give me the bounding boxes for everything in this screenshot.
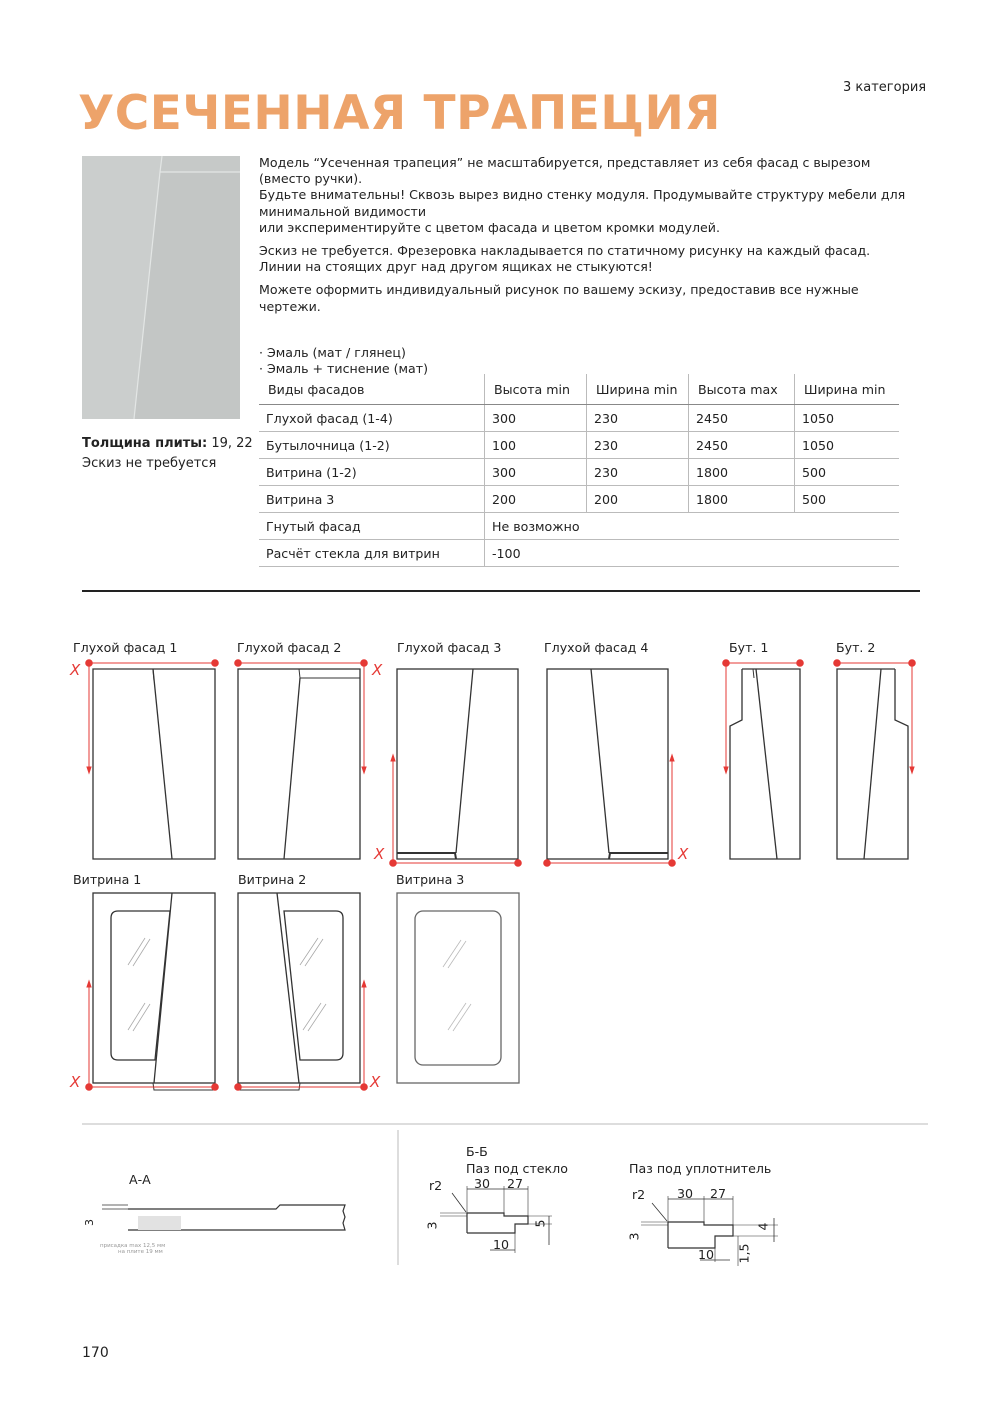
drawing-label-g4: Глухой фасад 4 bbox=[544, 640, 649, 655]
desc-p6: Можете оформить индивидуальный рисунок по вашему эскизу, предоставив все нужные чертежи. bbox=[259, 282, 859, 314]
section-aa-label: А-А bbox=[129, 1172, 151, 1187]
x-mark: X bbox=[70, 661, 81, 679]
page-title: УСЕЧЕННАЯ ТРАПЕЦИЯ bbox=[78, 86, 721, 141]
cell: 1050 bbox=[795, 405, 900, 432]
cell: 500 bbox=[795, 459, 900, 486]
col-header: Ширина min bbox=[795, 374, 900, 405]
sketch-note: Эскиз не требуется bbox=[82, 456, 217, 471]
cell: 1800 bbox=[689, 459, 795, 486]
section-aa bbox=[102, 1205, 345, 1230]
thickness-label: Толщина плиты: bbox=[82, 436, 208, 451]
dim-aa-3: 3 bbox=[83, 1219, 96, 1226]
col-header: Ширина min bbox=[587, 374, 689, 405]
category-label: 3 категория bbox=[843, 80, 927, 95]
dim-30-seal: 30 bbox=[677, 1186, 694, 1201]
finish-option-2: · Эмаль + тиснение (мат) bbox=[259, 361, 429, 377]
cell: 300 bbox=[485, 405, 587, 432]
dim-27-seal: 27 bbox=[710, 1186, 727, 1201]
dim-30: 30 bbox=[474, 1176, 491, 1191]
x-mark: X bbox=[374, 845, 385, 863]
cell: 230 bbox=[587, 459, 689, 486]
x-mark: X bbox=[370, 1073, 381, 1091]
section-bb-label: Б-Б bbox=[466, 1144, 488, 1159]
dim-3-seal: 3 bbox=[626, 1232, 642, 1241]
col-header: Высота min bbox=[485, 374, 587, 405]
desc-p1: Модель “Усеченная трапеция” не масштабируется, представляет из себя фасад с вырезом (вместо ручки). bbox=[259, 155, 871, 187]
dim-r2: r2 bbox=[429, 1178, 443, 1193]
drawing-label-b1: Бут. 1 bbox=[729, 640, 769, 655]
x-mark: X bbox=[70, 1073, 81, 1091]
dim-10-seal: 10 bbox=[698, 1247, 715, 1262]
cell: Витрина (1-2) bbox=[259, 459, 485, 486]
aa-note-2: на плите 19 мм bbox=[118, 1249, 163, 1255]
seal-groove-label: Паз под уплотнитель bbox=[629, 1161, 772, 1176]
drawing-label-v2: Витрина 2 bbox=[238, 872, 307, 887]
dim-r2-seal: r2 bbox=[632, 1187, 646, 1202]
cell: 200 bbox=[485, 486, 587, 513]
drawing-label-b2: Бут. 2 bbox=[836, 640, 876, 655]
cell: Витрина 3 bbox=[259, 486, 485, 513]
dim-10: 10 bbox=[493, 1237, 510, 1252]
drawing-v3 bbox=[397, 893, 519, 1083]
cell: Бутылочница (1-2) bbox=[259, 432, 485, 459]
drawing-g4 bbox=[547, 669, 668, 859]
drawing-g3 bbox=[397, 669, 518, 859]
x-mark: X bbox=[678, 845, 689, 863]
drawing-v2 bbox=[238, 893, 360, 1090]
drawing-label-g3: Глухой фасад 3 bbox=[397, 640, 502, 655]
desc-p5: Линии на стоящих друг над другом ящиках не стыкуются! bbox=[259, 259, 653, 275]
dim-5: 5 bbox=[532, 1219, 548, 1228]
dim-27: 27 bbox=[507, 1176, 524, 1191]
dim-3: 3 bbox=[424, 1221, 440, 1230]
drawing-label-g1: Глухой фасад 1 bbox=[73, 640, 178, 655]
cell: 230 bbox=[587, 405, 689, 432]
col-header: Виды фасадов bbox=[259, 374, 485, 405]
drawing-b2 bbox=[837, 669, 908, 859]
drawing-label-v3: Витрина 3 bbox=[396, 872, 465, 887]
cell: Не возможно bbox=[485, 513, 900, 540]
drawing-b1 bbox=[730, 669, 800, 859]
cell: 1050 bbox=[795, 432, 900, 459]
desc-p4: Эскиз не требуется. Фрезеровка накладывается по статичному рисунку на каждый фасад. bbox=[259, 243, 871, 259]
drawing-g1 bbox=[93, 669, 215, 859]
cell: 300 bbox=[485, 459, 587, 486]
drawing-g2 bbox=[238, 669, 360, 859]
cell: 1800 bbox=[689, 486, 795, 513]
dim-15-seal: 1,5 bbox=[736, 1243, 752, 1264]
desc-p3: или экспериментируйте с цветом фасада и цветом кромки модулей. bbox=[259, 219, 720, 235]
page-number: 170 bbox=[82, 1345, 109, 1361]
cell: 230 bbox=[587, 432, 689, 459]
col-header: Высота max bbox=[689, 374, 795, 405]
finish-option-1: · Эмаль (мат / глянец) bbox=[259, 344, 406, 360]
cell: -100 bbox=[485, 540, 900, 567]
cell: Расчёт стекла для витрин bbox=[259, 540, 485, 567]
cell: Гнутый фасад bbox=[259, 513, 485, 540]
cell: 500 bbox=[795, 486, 900, 513]
desc-p2: Будьте внимательны! Сквозь вырез видно стенку модуля. Продумывайте структуру мебели для минимальной видимости bbox=[259, 187, 906, 219]
cell: 200 bbox=[587, 486, 689, 513]
drawing-label-v1: Витрина 1 bbox=[73, 872, 142, 887]
cell: 2450 bbox=[689, 432, 795, 459]
cell: Глухой фасад (1-4) bbox=[259, 405, 485, 432]
glass-groove-label: Паз под стекло bbox=[466, 1161, 568, 1176]
aa-note-1: присадка max 12,5 мм bbox=[100, 1243, 166, 1249]
drawing-label-g2: Глухой фасад 2 bbox=[237, 640, 342, 655]
drawing-v1 bbox=[93, 893, 215, 1090]
cell: 2450 bbox=[689, 405, 795, 432]
dim-4-seal: 4 bbox=[755, 1222, 771, 1231]
thickness-value: 19, 22 bbox=[207, 436, 253, 451]
x-mark: X bbox=[372, 661, 383, 679]
cell: 100 bbox=[485, 432, 587, 459]
